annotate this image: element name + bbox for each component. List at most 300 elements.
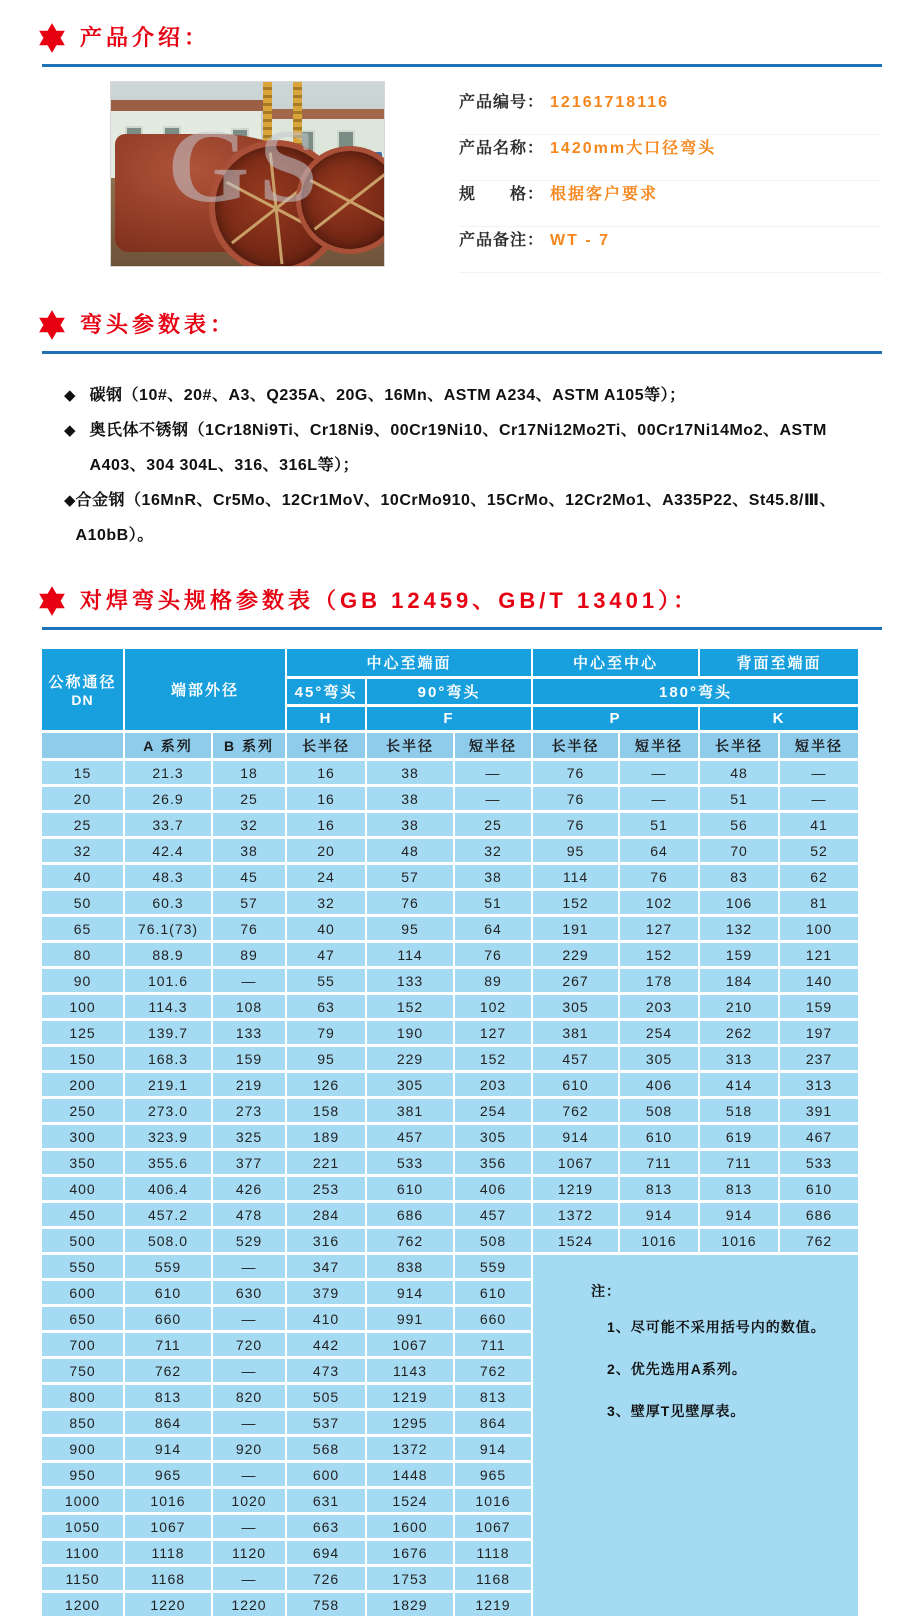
table-cell: 48 <box>699 760 779 786</box>
table-cell: 619 <box>699 1124 779 1150</box>
table-cell: 1118 <box>454 1540 532 1566</box>
table-cell: — <box>212 1410 286 1436</box>
table-cell: 1219 <box>532 1176 619 1202</box>
table-cell: 88.9 <box>124 942 212 968</box>
table-cell: 305 <box>366 1072 454 1098</box>
table-cell: 152 <box>366 994 454 1020</box>
table-cell: 127 <box>454 1020 532 1046</box>
photo-watermark: GS <box>167 107 328 224</box>
table-cell: 500 <box>41 1228 124 1254</box>
product-field-value: 根据客户要求 <box>550 186 659 203</box>
table-cell: 864 <box>124 1410 212 1436</box>
table-cell: 686 <box>366 1202 454 1228</box>
table-cell: 1372 <box>366 1436 454 1462</box>
table-cell: 52 <box>779 838 859 864</box>
table-cell: 16 <box>286 786 366 812</box>
table-cell: — <box>212 968 286 994</box>
table-cell: 313 <box>699 1046 779 1072</box>
table-row <box>41 942 859 968</box>
table-cell: 610 <box>532 1072 619 1098</box>
table-cell: 76 <box>532 760 619 786</box>
table-cell: 400 <box>41 1176 124 1202</box>
table-cell: 76 <box>532 812 619 838</box>
table-cell: 45 <box>212 864 286 890</box>
header-short-radius: 短半径 <box>454 732 532 760</box>
table-cell: 55 <box>286 968 366 994</box>
table-cell: — <box>212 1514 286 1540</box>
table-cell: 254 <box>619 1020 699 1046</box>
table-cell: 1219 <box>366 1384 454 1410</box>
header-center-to-end: 中心至端面 <box>286 648 532 678</box>
table-cell: 1220 <box>124 1592 212 1618</box>
table-cell: 95 <box>532 838 619 864</box>
table-cell: 48.3 <box>124 864 212 890</box>
table-cell: 57 <box>212 890 286 916</box>
table-cell: 1753 <box>366 1566 454 1592</box>
header-long-radius: 长半径 <box>286 732 366 760</box>
table-cell: 221 <box>286 1150 366 1176</box>
table-row <box>41 812 859 838</box>
table-cell: — <box>212 1566 286 1592</box>
table-cell: 114 <box>532 864 619 890</box>
star-icon <box>36 309 68 341</box>
product-field-label: 产品备注： <box>459 232 545 249</box>
table-cell: 253 <box>286 1176 366 1202</box>
table-cell: 467 <box>779 1124 859 1150</box>
table-cell: 63 <box>286 994 366 1020</box>
product-field-row <box>459 181 882 227</box>
table-note-title: 注： <box>591 1283 621 1299</box>
table-cell: 347 <box>286 1254 366 1280</box>
table-cell: 914 <box>699 1202 779 1228</box>
table-cell: 660 <box>454 1306 532 1332</box>
table-cell: 20 <box>41 786 124 812</box>
table-cell: 219 <box>212 1072 286 1098</box>
table-cell: 51 <box>619 812 699 838</box>
material-bullet-text: 碳钢（10#、20#、A3、Q235A、20G、16Mn、ASTM A234、ASTM A105等）； <box>89 387 686 404</box>
section-title-spec-table: 对焊弯头规格参数表（GB 12459、GB/T 13401）： <box>80 588 700 613</box>
table-cell: 197 <box>779 1020 859 1046</box>
table-cell: 711 <box>699 1150 779 1176</box>
table-cell: 508 <box>619 1098 699 1124</box>
table-cell: 81 <box>779 890 859 916</box>
table-cell: 762 <box>366 1228 454 1254</box>
table-cell: 273 <box>212 1098 286 1124</box>
material-bullet-text: 合金钢（16MnR、Cr5Mo、12Cr1MoV、10CrMo910、15CrMo、12Cr2Mo1、A335P22、St45.8/Ⅲ、A10bB）。 <box>75 492 836 544</box>
header-short-radius: 短半径 <box>779 732 859 760</box>
table-cell: — <box>212 1254 286 1280</box>
table-cell: 100 <box>779 916 859 942</box>
table-cell: 1448 <box>366 1462 454 1488</box>
table-cell: 79 <box>286 1020 366 1046</box>
product-field-value: WT - 7 <box>550 232 611 249</box>
table-cell: 25 <box>212 786 286 812</box>
product-field-label: 产品名称： <box>459 140 545 157</box>
table-row <box>41 760 859 786</box>
product-field-label: 产品编号： <box>459 94 545 111</box>
section-title-product-intro: 产品介绍： <box>80 25 211 50</box>
table-cell: 41 <box>779 812 859 838</box>
table-cell: 457 <box>454 1202 532 1228</box>
table-cell: 38 <box>212 838 286 864</box>
table-cell: 414 <box>699 1072 779 1098</box>
table-cell: 51 <box>454 890 532 916</box>
material-bullet-text: 奥氏体不锈钢（1Cr18Ni9Ti、Cr18Ni9、00Cr19Ni10、Cr17Ni12Mo2Ti、00Cr17Ni14Mo2、ASTM A403、304 304L、316、316L等）； <box>89 422 827 474</box>
table-cell: 191 <box>532 916 619 942</box>
table-cell: 159 <box>212 1046 286 1072</box>
table-cell: 57 <box>366 864 454 890</box>
table-cell: 305 <box>532 994 619 1020</box>
product-field-row <box>459 227 882 273</box>
table-cell: 568 <box>286 1436 366 1462</box>
table-cell: 813 <box>454 1384 532 1410</box>
table-cell: 965 <box>454 1462 532 1488</box>
table-cell: 89 <box>212 942 286 968</box>
table-row <box>41 1098 859 1124</box>
table-cell: — <box>454 760 532 786</box>
table-cell: 686 <box>779 1202 859 1228</box>
table-cell: 20 <box>286 838 366 864</box>
section-product-intro-header <box>42 16 882 67</box>
table-cell: 18 <box>212 760 286 786</box>
table-cell: 820 <box>212 1384 286 1410</box>
table-cell: 391 <box>779 1098 859 1124</box>
table-cell: 178 <box>619 968 699 994</box>
table-cell: 1100 <box>41 1540 124 1566</box>
header-dn-title: 公称通径 <box>48 674 117 691</box>
header-elbow-45: 45°弯头 <box>286 678 366 706</box>
table-cell: 559 <box>454 1254 532 1280</box>
table-cell: 40 <box>41 864 124 890</box>
table-cell: 21.3 <box>124 760 212 786</box>
table-cell: 114 <box>366 942 454 968</box>
table-cell: 90 <box>41 968 124 994</box>
table-cell: 126 <box>286 1072 366 1098</box>
table-header-row <box>41 732 859 760</box>
table-cell: 813 <box>124 1384 212 1410</box>
table-cell: — <box>212 1306 286 1332</box>
table-cell: 60.3 <box>124 890 212 916</box>
table-cell: 1067 <box>124 1514 212 1540</box>
table-cell: 83 <box>699 864 779 890</box>
table-cell: 473 <box>286 1358 366 1384</box>
table-cell: 410 <box>286 1306 366 1332</box>
table-cell: — <box>779 786 859 812</box>
table-cell: 229 <box>532 942 619 968</box>
table-cell: 1016 <box>454 1488 532 1514</box>
table-cell: 762 <box>532 1098 619 1124</box>
table-cell: 381 <box>532 1020 619 1046</box>
table-cell: 1000 <box>41 1488 124 1514</box>
material-list <box>64 378 859 553</box>
table-cell: 1295 <box>366 1410 454 1436</box>
table-cell: 838 <box>366 1254 454 1280</box>
table-cell: 80 <box>41 942 124 968</box>
table-cell: 159 <box>699 942 779 968</box>
header-short-radius: 短半径 <box>619 732 699 760</box>
table-cell: 610 <box>619 1124 699 1150</box>
table-cell: 273.0 <box>124 1098 212 1124</box>
table-row <box>41 1046 859 1072</box>
table-cell: 152 <box>532 890 619 916</box>
table-cell: 1050 <box>41 1514 124 1540</box>
section-title-elbow-params: 弯头参数表： <box>80 312 237 337</box>
table-cell: 127 <box>619 916 699 942</box>
section-elbow-params-header <box>42 303 882 354</box>
table-row <box>41 1072 859 1098</box>
table-cell: 610 <box>454 1280 532 1306</box>
table-cell: 76 <box>454 942 532 968</box>
table-cell: 106 <box>699 890 779 916</box>
table-cell: 762 <box>454 1358 532 1384</box>
table-cell: 406 <box>619 1072 699 1098</box>
table-cell: 133 <box>212 1020 286 1046</box>
table-cell: 720 <box>212 1332 286 1358</box>
table-cell: 76.1(73) <box>124 916 212 942</box>
table-cell: 262 <box>699 1020 779 1046</box>
table-cell: 1067 <box>366 1332 454 1358</box>
table-cell: 864 <box>454 1410 532 1436</box>
table-cell: — <box>454 786 532 812</box>
material-bullet <box>64 483 859 553</box>
table-cell: 610 <box>779 1176 859 1202</box>
table-cell: 76 <box>212 916 286 942</box>
table-cell: 32 <box>41 838 124 864</box>
table-row <box>41 1020 859 1046</box>
table-cell: 550 <box>41 1254 124 1280</box>
table-cell: 15 <box>41 760 124 786</box>
table-row <box>41 1176 859 1202</box>
star-icon <box>36 585 68 617</box>
material-bullet <box>64 378 859 413</box>
table-cell: 132 <box>699 916 779 942</box>
table-cell: 1200 <box>41 1592 124 1618</box>
table-cell: 95 <box>366 916 454 942</box>
table-cell: 1118 <box>124 1540 212 1566</box>
table-header-row <box>41 648 859 678</box>
table-row <box>41 838 859 864</box>
table-cell: 1067 <box>532 1150 619 1176</box>
table-cell: 758 <box>286 1592 366 1618</box>
header-K: K <box>699 706 859 732</box>
table-row <box>41 786 859 812</box>
header-H: H <box>286 706 366 732</box>
table-cell: 313 <box>779 1072 859 1098</box>
table-cell: 89 <box>454 968 532 994</box>
table-cell: 813 <box>699 1176 779 1202</box>
table-cell: 16 <box>286 760 366 786</box>
table-cell: 150 <box>41 1046 124 1072</box>
table-cell: 450 <box>41 1202 124 1228</box>
table-row <box>41 1124 859 1150</box>
table-cell: 190 <box>366 1020 454 1046</box>
table-cell: 762 <box>779 1228 859 1254</box>
table-cell: 32 <box>212 812 286 838</box>
table-cell: — <box>619 760 699 786</box>
table-cell: 1016 <box>124 1488 212 1514</box>
table-cell: 101.6 <box>124 968 212 994</box>
table-cell: 1676 <box>366 1540 454 1566</box>
table-cell: 1067 <box>454 1514 532 1540</box>
table-cell: 305 <box>619 1046 699 1072</box>
table-cell: 76 <box>619 864 699 890</box>
table-cell: 254 <box>454 1098 532 1124</box>
table-cell: 600 <box>41 1280 124 1306</box>
table-cell: 442 <box>286 1332 366 1358</box>
table-cell: 1219 <box>454 1592 532 1618</box>
table-cell: 76 <box>532 786 619 812</box>
product-field-row <box>459 89 882 135</box>
table-cell: 694 <box>286 1540 366 1566</box>
product-photo <box>110 81 385 267</box>
table-row <box>41 994 859 1020</box>
table-cell: 159 <box>779 994 859 1020</box>
table-cell: 203 <box>454 1072 532 1098</box>
table-notes <box>533 1255 858 1421</box>
table-cell: 33.7 <box>124 812 212 838</box>
table-cell: 102 <box>619 890 699 916</box>
table-cell: 140 <box>779 968 859 994</box>
table-cell: 210 <box>699 994 779 1020</box>
diamond-bullet-icon: ◆ <box>64 422 76 439</box>
table-cell: — <box>619 786 699 812</box>
table-cell: 508.0 <box>124 1228 212 1254</box>
header-F: F <box>366 706 532 732</box>
table-cell: 1016 <box>699 1228 779 1254</box>
table-cell: 533 <box>779 1150 859 1176</box>
table-cell: 25 <box>454 812 532 838</box>
table-cell: 1168 <box>454 1566 532 1592</box>
table-cell: 950 <box>41 1462 124 1488</box>
spec-table <box>40 646 860 1619</box>
product-field-value: 1420mm大口径弯头 <box>550 140 717 157</box>
table-cell: 64 <box>454 916 532 942</box>
table-cell: 813 <box>619 1176 699 1202</box>
header-P: P <box>532 706 699 732</box>
table-cell: 356 <box>454 1150 532 1176</box>
product-intro <box>110 81 882 273</box>
table-cell: 610 <box>366 1176 454 1202</box>
table-cell: 203 <box>619 994 699 1020</box>
table-cell: 1372 <box>532 1202 619 1228</box>
table-row <box>41 864 859 890</box>
table-row <box>41 1150 859 1176</box>
table-cell: 711 <box>619 1150 699 1176</box>
header-elbow-180: 180°弯头 <box>532 678 859 706</box>
table-cell: 350 <box>41 1150 124 1176</box>
header-center-to-center: 中心至中心 <box>532 648 699 678</box>
table-note-item: 3、壁厚T见壁厚表。 <box>607 1403 746 1419</box>
table-row <box>41 1228 859 1254</box>
table-cell: 95 <box>286 1046 366 1072</box>
table-cell: 32 <box>286 890 366 916</box>
table-cell: 1524 <box>366 1488 454 1514</box>
header-back-to-end: 背面至端面 <box>699 648 859 678</box>
table-cell: 457 <box>532 1046 619 1072</box>
product-fields <box>459 81 882 273</box>
header-series-b: B 系列 <box>212 732 286 760</box>
table-note-item: 2、优先选用A系列。 <box>607 1361 747 1377</box>
table-cell: 379 <box>286 1280 366 1306</box>
table-cell: 42.4 <box>124 838 212 864</box>
table-cell: 152 <box>454 1046 532 1072</box>
table-cell: 229 <box>366 1046 454 1072</box>
table-cell: 1150 <box>41 1566 124 1592</box>
table-cell: 133 <box>366 968 454 994</box>
table-cell: 250 <box>41 1098 124 1124</box>
table-cell: 920 <box>212 1436 286 1462</box>
header-end-od: 端部外径 <box>124 648 286 732</box>
table-cell: 914 <box>366 1280 454 1306</box>
header-dn <box>41 648 124 732</box>
product-field-value: 12161718116 <box>550 94 670 111</box>
table-cell: 1120 <box>212 1540 286 1566</box>
table-cell: 40 <box>286 916 366 942</box>
table-row <box>41 1202 859 1228</box>
table-cell: 125 <box>41 1020 124 1046</box>
table-cell: 38 <box>454 864 532 890</box>
table-cell: 1600 <box>366 1514 454 1540</box>
table-cell: 914 <box>532 1124 619 1150</box>
table-cell: 800 <box>41 1384 124 1410</box>
table-cell: 24 <box>286 864 366 890</box>
table-header-cell <box>41 732 124 760</box>
table-cell: 711 <box>454 1332 532 1358</box>
table-cell: 700 <box>41 1332 124 1358</box>
table-cell: 537 <box>286 1410 366 1436</box>
product-field-row <box>459 135 882 181</box>
table-cell: 50 <box>41 890 124 916</box>
header-series-a: A 系列 <box>124 732 212 760</box>
table-cell: 991 <box>366 1306 454 1332</box>
table-cell: 152 <box>619 942 699 968</box>
table-cell: — <box>212 1462 286 1488</box>
table-cell: 406.4 <box>124 1176 212 1202</box>
header-dn-sub: DN <box>71 692 94 708</box>
table-cell: 47 <box>286 942 366 968</box>
table-cell: 108 <box>212 994 286 1020</box>
table-cell: 406 <box>454 1176 532 1202</box>
table-cell: 914 <box>619 1202 699 1228</box>
table-row <box>41 968 859 994</box>
table-cell: 65 <box>41 916 124 942</box>
table-cell: 505 <box>286 1384 366 1410</box>
table-cell: 1220 <box>212 1592 286 1618</box>
table-cell: 965 <box>124 1462 212 1488</box>
table-row <box>41 890 859 916</box>
table-cell: 32 <box>454 838 532 864</box>
table-notes-cell <box>532 1254 859 1618</box>
table-cell: 377 <box>212 1150 286 1176</box>
table-cell: 76 <box>366 890 454 916</box>
table-cell: 457 <box>366 1124 454 1150</box>
table-cell: 62 <box>779 864 859 890</box>
table-cell: — <box>779 760 859 786</box>
table-cell: 650 <box>41 1306 124 1332</box>
table-cell: 284 <box>286 1202 366 1228</box>
table-cell: 16 <box>286 812 366 838</box>
table-cell: 305 <box>454 1124 532 1150</box>
table-cell: 48 <box>366 838 454 864</box>
table-cell: 478 <box>212 1202 286 1228</box>
table-cell: 631 <box>286 1488 366 1514</box>
table-cell: 300 <box>41 1124 124 1150</box>
table-cell: 114.3 <box>124 994 212 1020</box>
table-cell: 711 <box>124 1332 212 1358</box>
header-long-radius: 长半径 <box>699 732 779 760</box>
table-cell: — <box>212 1358 286 1384</box>
table-cell: 600 <box>286 1462 366 1488</box>
